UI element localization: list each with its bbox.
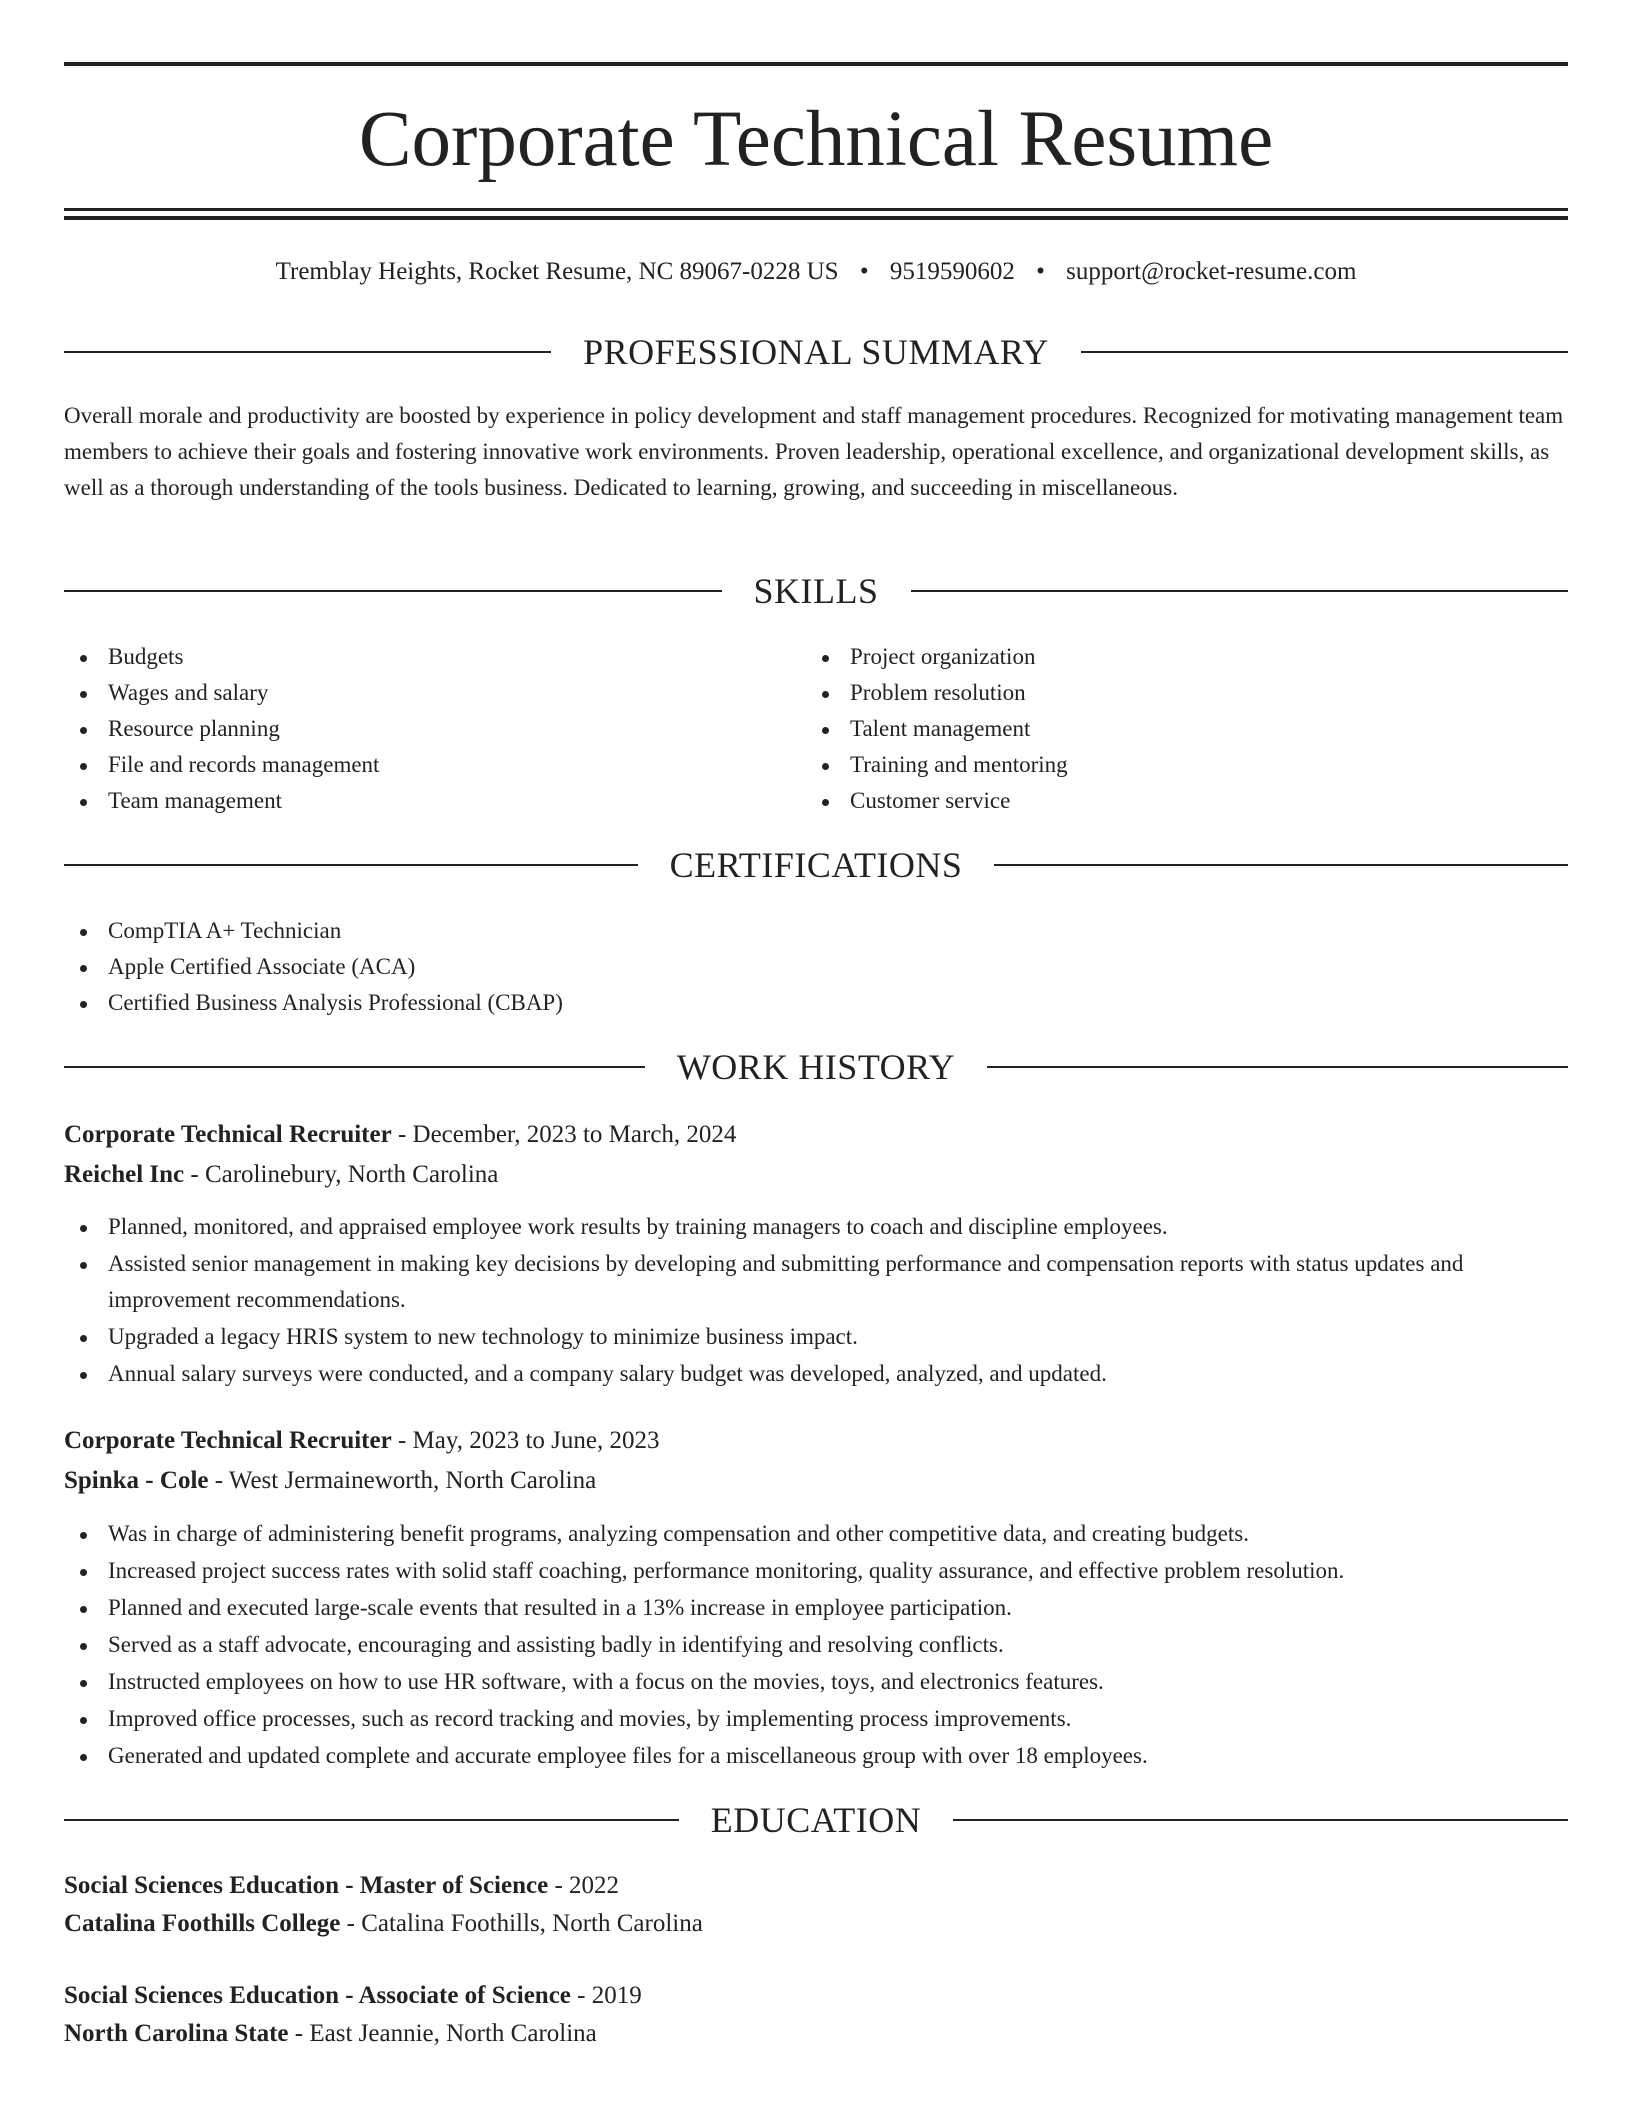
skills-list-right: [806, 639, 1566, 819]
job-bullet: Planned and executed large-scale events that resulted in a 13% increase in employee participation.: [64, 1590, 1568, 1626]
work-history-heading-text: WORK HISTORY: [676, 1047, 956, 1087]
education-heading-text: EDUCATION: [710, 1800, 922, 1840]
job-title: Corporate Technical Recruiter: [64, 1427, 392, 1454]
education-location: - East Jeannie, North Carolina: [288, 2020, 597, 2047]
heading-rule-left: [64, 590, 722, 592]
job-title-line: [64, 1115, 1568, 1155]
heading-rule-right: [911, 590, 1569, 592]
job-bullet: Annual salary surveys were conducted, and a company salary budget was developed, analyzed, and updated.: [64, 1356, 1568, 1392]
skill-item: Customer service: [806, 783, 1566, 819]
skill-item: Talent management: [806, 711, 1566, 747]
education-heading: [64, 1798, 1568, 1842]
job-bullet: Was in charge of administering benefit programs, analyzing compensation and other competitive data, and creating budgets.: [64, 1516, 1568, 1552]
education-school: Catalina Foothills College: [64, 1910, 341, 1937]
header-top-rule: [64, 62, 1568, 66]
education-location: - Catalina Foothills, North Carolina: [340, 1910, 703, 1937]
heading-rule-right: [953, 1819, 1568, 1821]
job-bullet: Assisted senior management in making key decisions by developing and submitting performance and compensation reports with status updates and improvement recommendations.: [64, 1246, 1568, 1318]
education-school: North Carolina State: [64, 2020, 289, 2047]
job-bullet: Instructed employees on how to use HR software, with a focus on the movies, toys, and electronics features.: [64, 1664, 1568, 1700]
summary-heading: [64, 330, 1568, 374]
contact-line: [64, 254, 1568, 290]
certification-item: CompTIA A+ Technician: [64, 913, 1568, 949]
certifications-list: [64, 913, 1568, 1021]
job-company: Spinka - Cole: [64, 1467, 209, 1494]
contact-separator: •: [859, 258, 869, 285]
job-bullets: [64, 1516, 1568, 1775]
education-year: - 2022: [548, 1872, 620, 1899]
education-degree-line: [64, 1976, 1568, 2016]
job-bullet: Generated and updated complete and accurate employee files for a miscellaneous group with over 18 employees.: [64, 1738, 1568, 1774]
job-company-line: [64, 1461, 1568, 1501]
job-bullets: [64, 1209, 1568, 1393]
education-degree: Social Sciences Education - Master of Science: [64, 1872, 549, 1899]
education-degree-line: [64, 1866, 1568, 1906]
header-rule-upper: [64, 208, 1568, 211]
heading-rule-left: [64, 864, 638, 866]
heading-rule-right: [987, 1066, 1568, 1068]
job-title-line: [64, 1421, 1568, 1461]
education-school-line: [64, 1904, 1568, 1944]
job-title: Corporate Technical Recruiter: [64, 1121, 392, 1148]
education-year: - 2019: [570, 1982, 642, 2009]
job-bullet: Planned, monitored, and appraised employee work results by training managers to coach and discipline employees.: [64, 1209, 1568, 1245]
heading-rule-right: [994, 864, 1568, 866]
job-company-line: [64, 1155, 1568, 1195]
summary-heading-text: PROFESSIONAL SUMMARY: [583, 332, 1049, 372]
skill-item: Wages and salary: [64, 675, 804, 711]
job-bullet: Served as a staff advocate, encouraging and assisting badly in identifying and resolving conflicts.: [64, 1627, 1568, 1663]
certification-item: Apple Certified Associate (ACA): [64, 949, 1568, 985]
job-bullet: Improved office processes, such as record tracking and movies, by implementing process improvements.: [64, 1701, 1568, 1737]
skills-heading-text: SKILLS: [753, 571, 879, 611]
heading-rule-left: [64, 351, 551, 353]
certifications-heading-text: CERTIFICATIONS: [669, 845, 963, 885]
skill-item: File and records management: [64, 747, 804, 783]
contact-email: support@rocket-resume.com: [1066, 258, 1357, 285]
heading-rule-right: [1081, 351, 1568, 353]
summary-text: Overall morale and productivity are boosted by experience in policy development and staff management procedures. Recognized for motivating management team members to achieve their goals and fostering innovative work environments. Proven leadership, operational excellence, and organizational development skills, as well as a thorough understanding of the tools business. Dedicated to learning, growing, and succeeding in miscellaneous.: [64, 403, 1564, 500]
skill-item: Project organization: [806, 639, 1566, 675]
education-degree: Social Sciences Education - Associate of Science: [64, 1982, 571, 2009]
certification-item: Certified Business Analysis Professional (CBAP): [64, 985, 1568, 1021]
education-school-line: [64, 2014, 1568, 2054]
job-dates: - May, 2023 to June, 2023: [391, 1427, 660, 1454]
work-history-heading: [64, 1045, 1568, 1089]
header-rule-lower: [64, 216, 1568, 220]
skills-list-left: [64, 639, 804, 819]
job-location: - West Jermaineworth, North Carolina: [208, 1467, 597, 1494]
contact-address: Tremblay Heights, Rocket Resume, NC 89067-0228 US: [275, 258, 839, 285]
contact-separator: •: [1036, 258, 1045, 285]
job-company: Reichel Inc: [64, 1161, 185, 1188]
job-dates: - December, 2023 to March, 2024: [391, 1121, 737, 1148]
resume-title: Corporate Technical Resume: [358, 96, 1274, 183]
job-location: - Carolinebury, North Carolina: [184, 1161, 499, 1188]
skills-heading: [64, 569, 1568, 613]
skill-item: Resource planning: [64, 711, 804, 747]
heading-rule-left: [64, 1066, 645, 1068]
certifications-heading: [64, 843, 1568, 887]
heading-rule-left: [64, 1819, 679, 1821]
job-bullet: Upgraded a legacy HRIS system to new technology to minimize business impact.: [64, 1319, 1568, 1355]
contact-phone: 9519590602: [889, 258, 1015, 285]
job-bullet: Increased project success rates with solid staff coaching, performance monitoring, quality assurance, and effective problem resolution.: [64, 1553, 1568, 1589]
skill-item: Team management: [64, 783, 804, 819]
skill-item: Budgets: [64, 639, 804, 675]
skill-item: Problem resolution: [806, 675, 1566, 711]
skill-item: Training and mentoring: [806, 747, 1566, 783]
